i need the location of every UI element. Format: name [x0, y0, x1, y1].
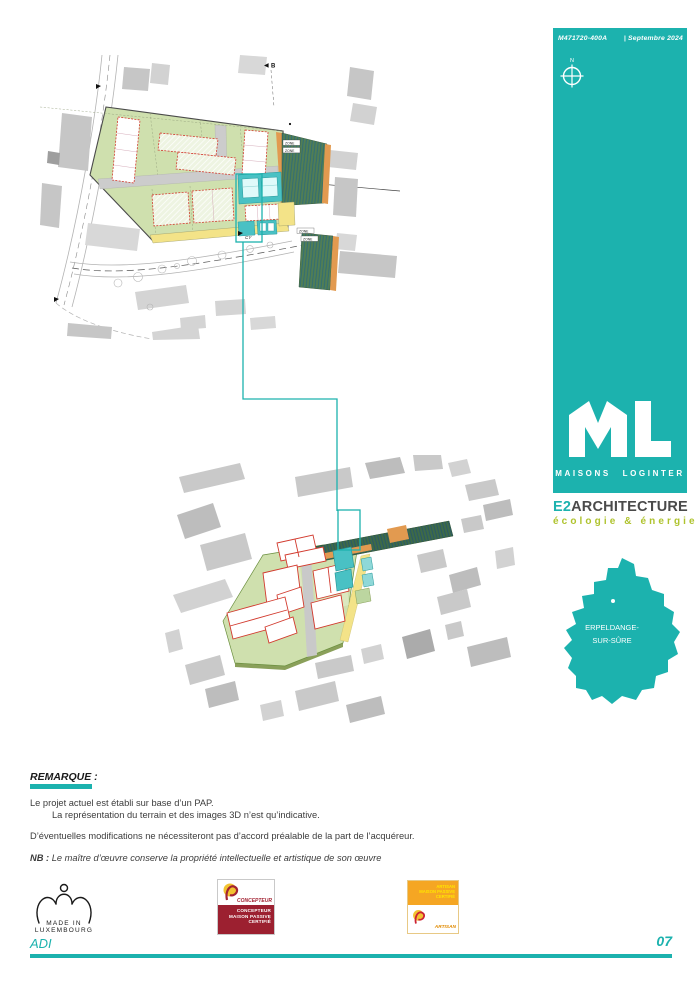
concepteur-label: CONCEPTEUR	[236, 898, 272, 904]
svg-text:ZONE: ZONE	[285, 148, 295, 153]
remark-section	[30, 771, 590, 863]
section-arrow-icon: ◀	[264, 63, 269, 69]
remark-line-3: D’éventuelles modifications ne nécessiteront pas d’accord préalable de la part de l’acquéreur.	[30, 831, 415, 841]
concepteur-line1: CONCEPTEUR	[236, 908, 271, 913]
project-code: ADI	[30, 936, 52, 951]
luxembourg-map	[556, 552, 696, 710]
passive-house-icon	[411, 908, 429, 926]
remark-line-2: La représentation du terrain et des images 3D n’est qu’indicative.	[52, 810, 320, 820]
made-in-luxembourg-badge	[28, 882, 100, 934]
made-in-line2: LUXEMBOURG	[34, 927, 94, 934]
remark-heading: REMARQUE :	[30, 771, 98, 783]
svg-text:ZONE: ZONE	[303, 237, 313, 242]
crown-icon	[29, 882, 99, 924]
location-name: ERPELDANGE-	[585, 623, 639, 632]
svg-text:CY: CY	[245, 235, 252, 240]
green-zone-lower	[299, 233, 333, 290]
page-number: 07	[656, 933, 672, 949]
title-block-sidebar	[553, 28, 687, 493]
nb-label: NB :	[30, 853, 50, 863]
remark-underline	[30, 784, 92, 789]
made-in-line1: MADE IN	[46, 920, 82, 927]
site-plan-map	[40, 55, 400, 340]
concepteur-line2: MAISON PASSIVE	[228, 913, 271, 919]
drawing-date: | Septembre 2024	[623, 35, 683, 42]
svg-text:B: B	[271, 63, 276, 70]
footer-rule	[30, 954, 672, 958]
e2-prefix: E2	[553, 499, 572, 515]
artisan-label: ARTISAN	[434, 925, 456, 930]
artisan-line2: MAISON PASSIVE	[419, 889, 455, 894]
ml-logo	[565, 399, 675, 459]
north-compass-icon	[557, 54, 589, 92]
brand-name: MAISONS LOGINTER	[555, 469, 685, 478]
artisan-line1: ARTISAN	[436, 884, 455, 889]
concepteur-line3: CERTIFIÉ	[248, 919, 271, 925]
e2-tagline: écologie & énergie	[553, 516, 698, 527]
svg-text:ZONE: ZONE	[285, 141, 295, 146]
e2-name: ARCHITECTURE	[571, 499, 688, 515]
location-dot	[611, 599, 615, 603]
artisan-line3: CERTIFIÉ	[435, 894, 455, 899]
svg-text:ZONE: ZONE	[299, 229, 309, 234]
concepteur-passive-badge	[217, 879, 275, 935]
remark-nb-line	[30, 853, 590, 863]
location-name: SUR-SÛRE	[592, 636, 632, 645]
drawing-number: M471720-400A	[558, 35, 608, 42]
remark-line-1: Le projet actuel est établi sur base d’un PAP.	[30, 798, 214, 808]
artisan-passive-badge	[407, 880, 459, 934]
nb-text: Le maître d’œuvre conserve la propriété intellectuelle et artistique de son œuvre	[49, 853, 382, 863]
svg-text:N: N	[570, 58, 574, 64]
axonometric-view	[165, 455, 515, 725]
e2-architecture-logo	[553, 499, 698, 527]
